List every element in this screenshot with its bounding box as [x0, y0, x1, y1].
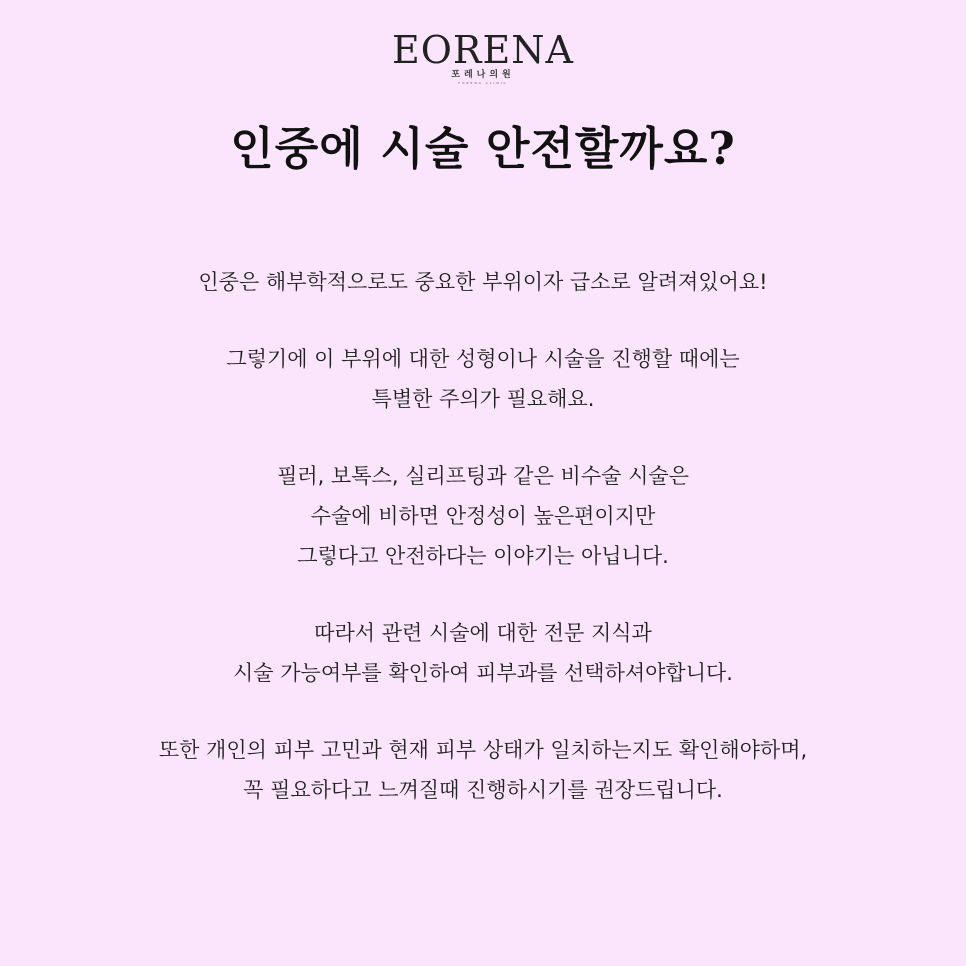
logo-tagline: FORENA CLINIC: [458, 81, 508, 85]
paragraph-5: [0, 730, 966, 810]
text-line: 그렇다고 안전하다는 이야기는 아닙니다.: [297, 544, 669, 568]
paragraph-3: [0, 456, 966, 576]
logo-wordmark: EORENA: [392, 28, 574, 72]
text-line: 시술 가능여부를 확인하여 피부과를 선택하셔야합니다.: [233, 661, 733, 685]
text-line: 인중은 해부학적으로도 중요한 부위이자 급소로 알려져있어요!: [198, 270, 768, 294]
logo-mark: [392, 28, 574, 85]
text-line: 그렇기에 이 부위에 대한 성형이나 시술을 진행할 때에는: [226, 347, 740, 371]
text-line: 꼭 필요하다고 느껴질때 진행하시기를 권장드립니다.: [243, 778, 723, 802]
paragraph-2: [0, 339, 966, 419]
page-title: 인중에 시술 안전할까요?: [230, 122, 736, 175]
text-line: 따라서 관련 시술에 대한 전문 지식과: [314, 621, 652, 645]
text-line: 특별한 주의가 필요해요.: [371, 387, 595, 411]
text-line: 수술에 비하면 안정성이 높은편이지만: [310, 504, 656, 528]
paragraph-4: [0, 613, 966, 693]
logo-subtitle: 포레나의원: [451, 70, 515, 80]
paragraph-1: [0, 262, 966, 302]
text-line: 필러, 보톡스, 실리프팅과 같은 비수술 시술은: [277, 464, 689, 488]
body-content: [0, 262, 966, 847]
clinic-logo: [0, 28, 966, 88]
text-line: 또한 개인의 피부 고민과 현재 피부 상태가 일치하는지도 확인해야하며,: [158, 738, 808, 762]
